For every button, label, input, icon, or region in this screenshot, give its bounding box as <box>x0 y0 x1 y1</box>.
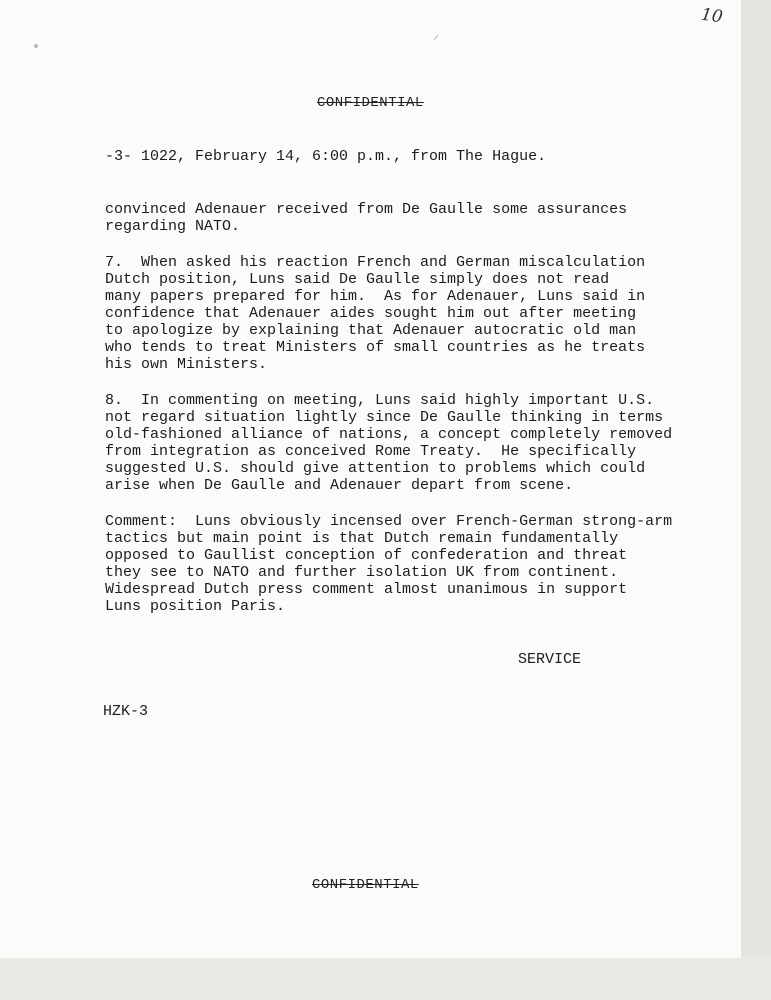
classification-marking-bottom: CONFIDENTIAL <box>312 877 419 893</box>
text-line: who tends to treat Ministers of small countries as he treats <box>105 339 646 356</box>
text-line: tactics but main point is that Dutch remain fundamentally <box>105 530 619 547</box>
text-line: many papers prepared for him. As for Adenauer, Luns said in <box>105 288 646 305</box>
text-line: not regard situation lightly since De Gaulle thinking in terms <box>105 409 664 426</box>
text-line: suggested U.S. should give attention to problems which could <box>105 460 646 477</box>
text-line: Comment: Luns obviously incensed over French-German strong-arm <box>105 513 673 530</box>
handwritten-page-number: 10 <box>699 4 724 28</box>
text-line: Widespread Dutch press comment almost unanimous in support <box>105 581 628 598</box>
text-line: they see to NATO and further isolation UK from continent. <box>105 564 619 581</box>
text-line: to apologize by explaining that Adenauer autocratic old man <box>105 322 637 339</box>
text-line: arise when De Gaulle and Adenauer depart from scene. <box>105 477 574 494</box>
classification-marking-top: CONFIDENTIAL <box>317 95 424 111</box>
text-line: 8. In commenting on meeting, Luns said highly important U.S. <box>105 392 655 409</box>
text-line: old-fashioned alliance of nations, a concept completely removed <box>105 426 673 443</box>
text-line: regarding NATO. <box>105 218 241 235</box>
text-line: Dutch position, Luns said De Gaulle simply does not read <box>105 271 610 288</box>
scan-edge <box>741 0 771 1000</box>
reference-code: HZK-3 <box>103 703 149 720</box>
text-line: convinced Adenauer received from De Gaulle some assurances <box>105 201 628 218</box>
text-line: Luns position Paris. <box>105 598 286 615</box>
paper-mark <box>434 35 439 40</box>
text-line: opposed to Gaullist conception of confederation and threat <box>105 547 628 564</box>
text-line: from integration as conceived Rome Treaty. He specifically <box>105 443 637 460</box>
telegram-header: -3- 1022, February 14, 6:00 p.m., from The Hague. <box>105 148 547 165</box>
paper-mark <box>34 44 38 48</box>
text-line: his own Ministers. <box>105 356 268 373</box>
signature-service: SERVICE <box>518 651 582 668</box>
text-line: confidence that Adenauer aides sought him out after meeting <box>105 305 637 322</box>
scan-bottom-band <box>0 958 771 1000</box>
text-line: 7. When asked his reaction French and German miscalculation <box>105 254 646 271</box>
